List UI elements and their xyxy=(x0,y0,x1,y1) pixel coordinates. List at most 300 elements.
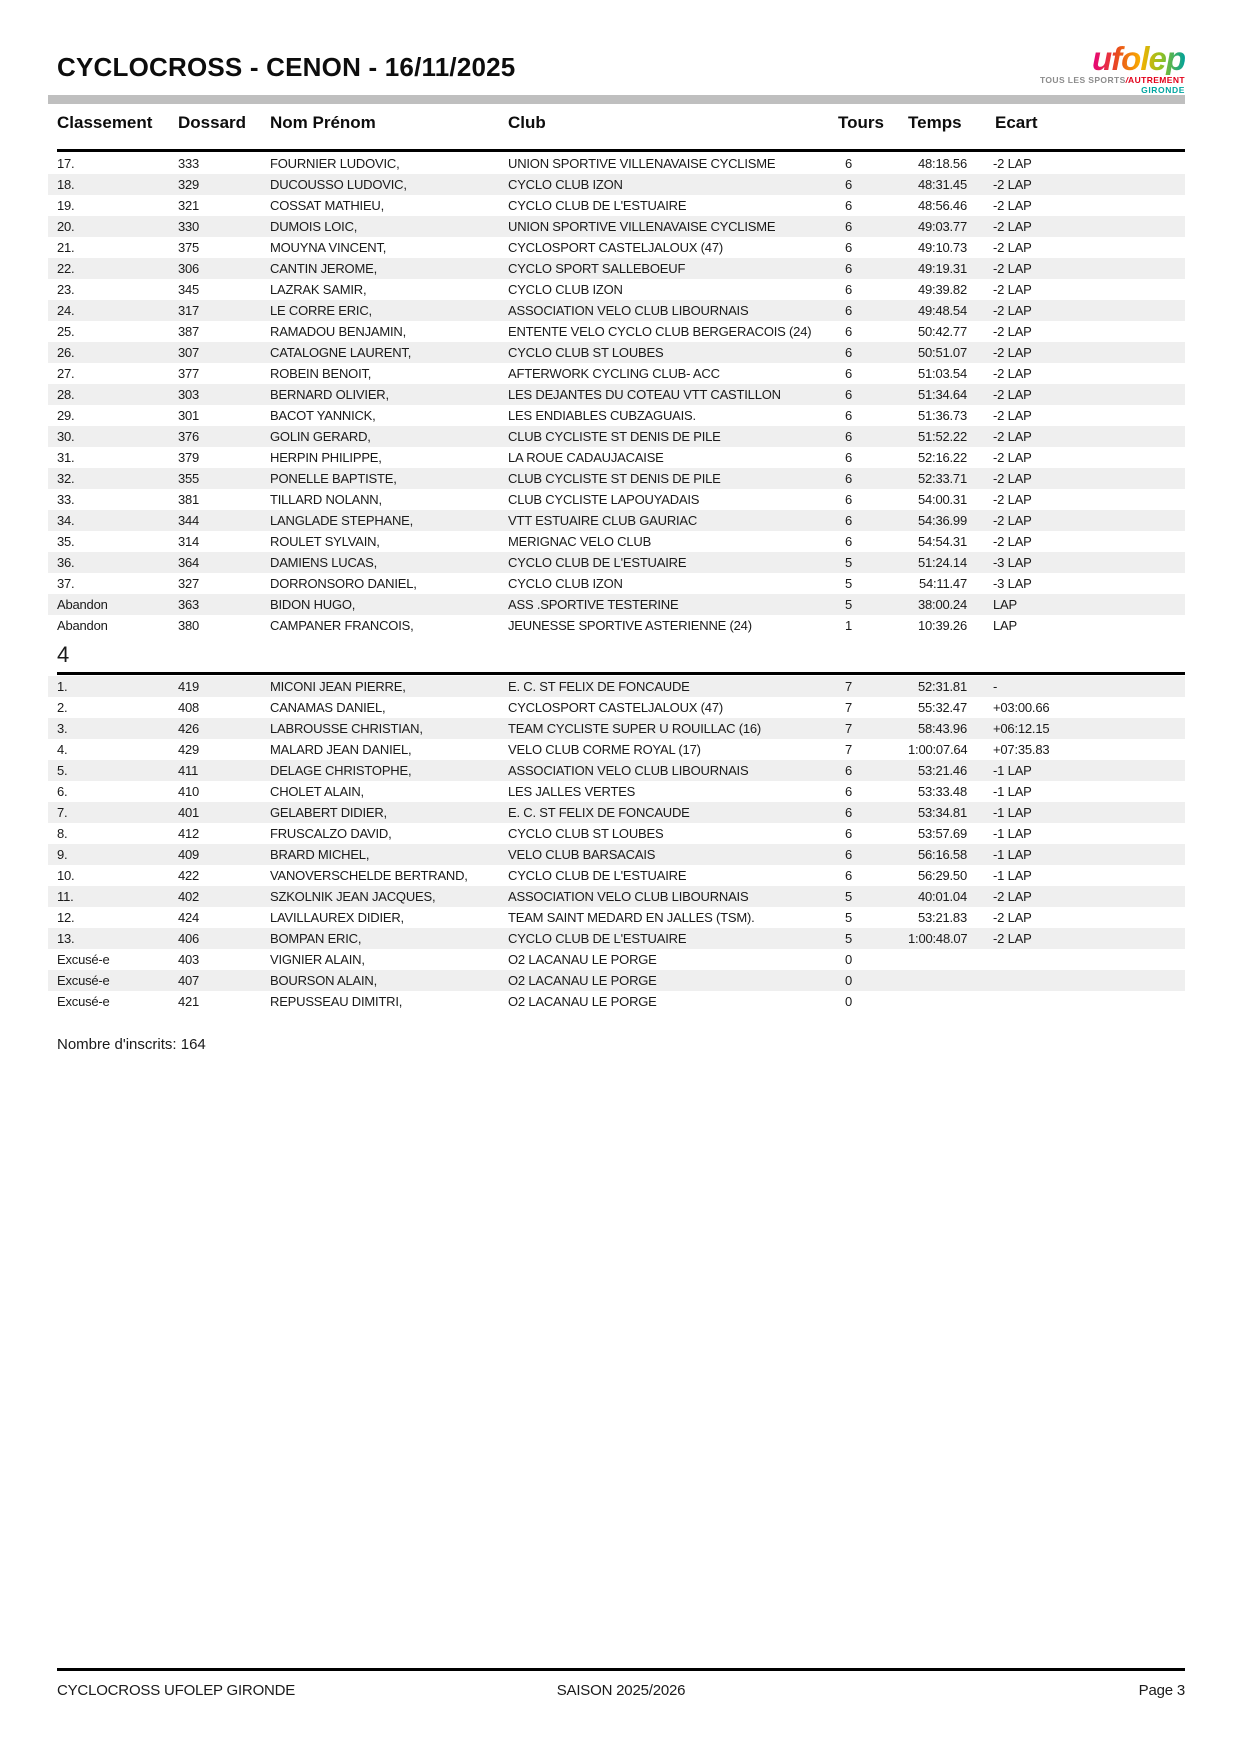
cell-classement: 24. xyxy=(57,303,75,318)
cell-ecart: -1 LAP xyxy=(993,763,1032,778)
cell-club: ASSOCIATION VELO CLUB LIBOURNAIS xyxy=(508,303,749,318)
col-header-tours: Tours xyxy=(838,113,884,132)
cell-nom-prenom: MOUYNA VINCENT, xyxy=(270,240,387,255)
cell-temps xyxy=(908,991,980,1012)
cell-temps: 53:21.83 xyxy=(917,910,967,925)
table-row xyxy=(48,615,1185,636)
cell-classement: 36. xyxy=(57,555,75,570)
table-row xyxy=(48,384,1185,405)
cell-classement: Abandon xyxy=(57,597,108,612)
cell-nom-prenom: HERPIN PHILIPPE, xyxy=(270,450,382,465)
cell-nom-prenom: BOMPAN ERIC, xyxy=(270,931,362,946)
cell-temps: 52:16.22 xyxy=(917,450,967,465)
cell-club: CYCLO CLUB ST LOUBES xyxy=(508,345,664,360)
cell-tours: 6 xyxy=(845,534,853,549)
cell-nom-prenom: LE CORRE ERIC, xyxy=(270,303,372,318)
cell-dossard: 376 xyxy=(178,429,200,444)
col-header-dossard: Dossard xyxy=(178,113,247,132)
cell-nom-prenom: REPUSSEAU DIMITRI, xyxy=(270,994,403,1009)
cell-club: MERIGNAC VELO CLUB xyxy=(508,534,652,549)
cell-club: E. C. ST FELIX DE FONCAUDE xyxy=(508,679,690,694)
cell-ecart: -2 LAP xyxy=(993,366,1032,381)
table-row xyxy=(48,195,1185,216)
logo-tagline-right: AUTREMENT xyxy=(1128,75,1185,85)
cell-temps: 52:31.81 xyxy=(917,679,967,694)
cell-temps: 1:00:07.64 xyxy=(908,742,968,757)
col-header-ecart: Ecart xyxy=(995,113,1038,132)
cell-nom-prenom: DUMOIS LOIC, xyxy=(270,219,358,234)
cell-club: ASS .SPORTIVE TESTERINE xyxy=(508,597,679,612)
cell-club: O2 LACANAU LE PORGE xyxy=(508,973,657,988)
footer-center: SAISON 2025/2026 xyxy=(556,1682,686,1699)
table-row xyxy=(48,928,1185,949)
cell-nom-prenom: BOURSON ALAIN, xyxy=(270,973,378,988)
cell-ecart: -1 LAP xyxy=(993,784,1032,799)
cell-ecart: -2 LAP xyxy=(993,408,1032,423)
cell-tours: 6 xyxy=(845,366,853,381)
cell-club: LA ROUE CADAUJACAISE xyxy=(508,450,664,465)
cell-nom-prenom: RAMADOU BENJAMIN, xyxy=(270,324,407,339)
cell-dossard: 330 xyxy=(178,219,200,234)
cell-nom-prenom: CHOLET ALAIN, xyxy=(270,784,364,799)
table-row xyxy=(48,489,1185,510)
cell-tours: 6 xyxy=(845,219,853,234)
cell-nom-prenom: DAMIENS LUCAS, xyxy=(270,555,378,570)
cell-classement: 12. xyxy=(57,910,75,925)
cell-nom-prenom: CAMPANER FRANCOIS, xyxy=(270,618,414,633)
cell-ecart: -1 LAP xyxy=(993,805,1032,820)
cell-classement: Excusé-e xyxy=(57,994,110,1009)
cell-temps: 56:16.58 xyxy=(917,847,967,862)
cell-classement: 18. xyxy=(57,177,75,192)
cell-dossard: 381 xyxy=(178,492,200,507)
cell-club: ASSOCIATION VELO CLUB LIBOURNAIS xyxy=(508,889,749,904)
cell-classement: 9. xyxy=(57,847,68,862)
table-row xyxy=(48,510,1185,531)
logo-tagline xyxy=(995,75,1185,85)
cell-dossard: 419 xyxy=(178,679,200,694)
table-row xyxy=(48,970,1185,991)
table-row xyxy=(48,279,1185,300)
cell-temps: 1:00:48.07 xyxy=(908,931,968,946)
cell-dossard: 333 xyxy=(178,156,200,171)
table-header-row xyxy=(57,113,1185,133)
cell-club: TEAM SAINT MEDARD EN JALLES (TSM). xyxy=(508,910,755,925)
cell-club: UNION SPORTIVE VILLENAVAISE CYCLISME xyxy=(508,219,776,234)
cell-nom-prenom: MALARD JEAN DANIEL, xyxy=(270,742,412,757)
cell-ecart xyxy=(980,991,1185,1012)
cell-ecart: -1 LAP xyxy=(993,847,1032,862)
cell-dossard: 321 xyxy=(178,198,200,213)
cell-tours: 6 xyxy=(845,261,853,276)
cell-tours: 7 xyxy=(845,742,853,757)
cell-classement: 33. xyxy=(57,492,75,507)
cell-temps: 52:33.71 xyxy=(917,471,967,486)
cell-nom-prenom: TILLARD NOLANN, xyxy=(270,492,382,507)
cell-temps: 53:33.48 xyxy=(917,784,967,799)
cell-temps: 51:36.73 xyxy=(917,408,967,423)
cell-dossard: 355 xyxy=(178,471,200,486)
cell-ecart: -2 LAP xyxy=(993,387,1032,402)
cell-nom-prenom: LANGLADE STEPHANE, xyxy=(270,513,414,528)
cell-ecart: LAP xyxy=(993,597,1017,612)
cell-classement: 21. xyxy=(57,240,75,255)
logo-slash-icon: / xyxy=(1125,75,1129,85)
cell-dossard: 344 xyxy=(178,513,200,528)
cell-tours: 7 xyxy=(845,721,853,736)
cell-nom-prenom: BRARD MICHEL, xyxy=(270,847,370,862)
cell-nom-prenom: CANAMAS DANIEL, xyxy=(270,700,386,715)
cell-club: TEAM CYCLISTE SUPER U ROUILLAC (16) xyxy=(508,721,762,736)
footer-left: CYCLOCROSS UFOLEP GIRONDE xyxy=(57,1682,296,1699)
cell-tours: 6 xyxy=(845,805,853,820)
cell-ecart: -2 LAP xyxy=(993,198,1032,213)
cell-classement: 1. xyxy=(57,679,68,694)
ufolep-logo xyxy=(995,42,1185,95)
cell-ecart: -2 LAP xyxy=(993,261,1032,276)
cell-dossard: 410 xyxy=(178,784,200,799)
cell-tours: 5 xyxy=(845,889,853,904)
cell-temps: 49:39.82 xyxy=(917,282,967,297)
table-row xyxy=(48,237,1185,258)
cell-dossard: 409 xyxy=(178,847,200,862)
cell-ecart: -2 LAP xyxy=(993,492,1032,507)
section-label: 4 xyxy=(57,642,70,667)
cell-club: CYCLOSPORT CASTELJALOUX (47) xyxy=(508,240,723,255)
cell-temps: 54:54.31 xyxy=(917,534,967,549)
cell-temps: 49:19.31 xyxy=(917,261,967,276)
cell-club: O2 LACANAU LE PORGE xyxy=(508,952,657,967)
cell-temps: 51:34.64 xyxy=(917,387,967,402)
cell-ecart: +06:12.15 xyxy=(993,721,1050,736)
cell-ecart: -2 LAP xyxy=(993,450,1032,465)
cell-nom-prenom: FRUSCALZO DAVID, xyxy=(270,826,392,841)
cell-dossard: 301 xyxy=(178,408,200,423)
cell-temps: 51:03.54 xyxy=(917,366,967,381)
table-row xyxy=(48,781,1185,802)
cell-dossard: 429 xyxy=(178,742,200,757)
table-row xyxy=(48,676,1185,697)
cell-temps: 10:39.26 xyxy=(917,618,967,633)
cell-classement: 35. xyxy=(57,534,75,549)
cell-temps: 51:24.14 xyxy=(917,555,967,570)
table-row xyxy=(48,760,1185,781)
cell-tours: 6 xyxy=(845,471,853,486)
cell-club: CYCLO CLUB ST LOUBES xyxy=(508,826,664,841)
cell-tours: 1 xyxy=(845,618,853,633)
cell-nom-prenom: VANOVERSCHELDE BERTRAND, xyxy=(270,868,468,883)
logo-tagline-left: TOUS LES SPORTS xyxy=(1039,75,1126,85)
cell-nom-prenom: DUCOUSSO LUDOVIC, xyxy=(270,177,407,192)
table-row xyxy=(48,174,1185,195)
table-row xyxy=(48,802,1185,823)
table-row xyxy=(48,949,1185,970)
cell-dossard: 411 xyxy=(178,763,199,778)
page-footer xyxy=(57,1682,1185,1699)
cell-nom-prenom: SZKOLNIK JEAN JACQUES, xyxy=(270,889,436,904)
cell-dossard: 412 xyxy=(178,826,200,841)
cell-nom-prenom: LAZRAK SAMIR, xyxy=(270,282,367,297)
cell-tours: 6 xyxy=(845,450,853,465)
table-row xyxy=(48,342,1185,363)
cell-club: CYCLO CLUB IZON xyxy=(508,576,623,591)
cell-classement: 4. xyxy=(57,742,68,757)
cell-nom-prenom: BIDON HUGO, xyxy=(270,597,356,612)
cell-nom-prenom: ROULET SYLVAIN, xyxy=(270,534,380,549)
cell-tours: 6 xyxy=(845,156,853,171)
table-row xyxy=(48,531,1185,552)
cell-club: LES DEJANTES DU COTEAU VTT CASTILLON xyxy=(508,387,781,402)
cell-ecart: -2 LAP xyxy=(993,177,1032,192)
cell-classement: 10. xyxy=(57,868,75,883)
cell-club: UNION SPORTIVE VILLENAVAISE CYCLISME xyxy=(508,156,776,171)
cell-temps: 53:57.69 xyxy=(917,826,967,841)
cell-classement: 26. xyxy=(57,345,75,360)
cell-ecart: +03:00.66 xyxy=(993,700,1050,715)
cell-nom-prenom: DORRONSORO DANIEL, xyxy=(270,576,417,591)
cell-temps: 54:00.31 xyxy=(917,492,967,507)
cell-club: CYCLO CLUB IZON xyxy=(508,177,623,192)
cell-temps: 48:56.46 xyxy=(917,198,967,213)
table-row xyxy=(48,258,1185,279)
cell-dossard: 303 xyxy=(178,387,200,402)
page-title: CYCLOCROSS - CENON - 16/11/2025 xyxy=(57,52,516,82)
cell-temps: 54:36.99 xyxy=(917,513,967,528)
cell-dossard: 306 xyxy=(178,261,200,276)
cell-nom-prenom: LAVILLAUREX DIDIER, xyxy=(270,910,404,925)
logo-region: GIRONDE xyxy=(1141,85,1185,95)
cell-tours: 6 xyxy=(845,282,853,297)
table-row xyxy=(48,907,1185,928)
cell-tours: 5 xyxy=(845,576,853,591)
cell-ecart: -3 LAP xyxy=(993,555,1032,570)
table-row xyxy=(48,153,1185,174)
cell-classement: 5. xyxy=(57,763,68,778)
table-row xyxy=(48,886,1185,907)
cell-nom-prenom: CANTIN JEROME, xyxy=(270,261,377,276)
cell-ecart: -2 LAP xyxy=(993,324,1032,339)
cell-classement: 34. xyxy=(57,513,75,528)
cell-classement: 13. xyxy=(57,931,75,946)
cell-dossard: 364 xyxy=(178,555,200,570)
cell-classement: 19. xyxy=(57,198,75,213)
table-row xyxy=(48,216,1185,237)
cell-ecart: +07:35.83 xyxy=(993,742,1050,757)
cell-tours: 7 xyxy=(845,700,853,715)
cell-tours: 6 xyxy=(845,847,853,862)
cell-tours: 6 xyxy=(845,303,853,318)
cell-classement: 30. xyxy=(57,429,75,444)
cell-nom-prenom: PONELLE BAPTISTE, xyxy=(270,471,397,486)
cell-temps: 50:42.77 xyxy=(917,324,967,339)
col-header-club: Club xyxy=(508,113,546,132)
cell-club: JEUNESSE SPORTIVE ASTERIENNE (24) xyxy=(508,618,752,633)
cell-nom-prenom: ROBEIN BENOIT, xyxy=(270,366,372,381)
cell-tours: 6 xyxy=(845,387,853,402)
cell-tours: 6 xyxy=(845,240,853,255)
cell-classement: 23. xyxy=(57,282,75,297)
cell-dossard: 327 xyxy=(178,576,200,591)
cell-tours: 6 xyxy=(845,408,853,423)
cell-ecart: -2 LAP xyxy=(993,910,1032,925)
cell-temps xyxy=(908,949,980,970)
cell-tours: 6 xyxy=(845,784,853,799)
cell-temps: 49:48.54 xyxy=(917,303,967,318)
cell-club: VELO CLUB CORME ROYAL (17) xyxy=(508,742,701,757)
cell-dossard: 329 xyxy=(178,177,200,192)
cell-club: CYCLO CLUB IZON xyxy=(508,282,623,297)
cell-nom-prenom: GOLIN GERARD, xyxy=(270,429,371,444)
cell-tours: 0 xyxy=(845,952,853,967)
cell-temps: 54:11.47 xyxy=(918,576,967,591)
cell-ecart: -2 LAP xyxy=(993,471,1032,486)
cell-temps: 48:18.56 xyxy=(917,156,967,171)
cell-nom-prenom: LABROUSSE CHRISTIAN, xyxy=(270,721,423,736)
cell-ecart: - xyxy=(993,679,998,694)
cell-classement: 20. xyxy=(57,219,75,234)
table-header-underline xyxy=(57,149,1185,152)
cell-dossard: 406 xyxy=(178,931,200,946)
cell-temps: 56:29.50 xyxy=(917,868,967,883)
cell-classement: 22. xyxy=(57,261,75,276)
results-table-body xyxy=(48,153,1185,1012)
cell-tours: 6 xyxy=(845,198,853,213)
cell-ecart: -2 LAP xyxy=(993,931,1032,946)
cell-ecart: -2 LAP xyxy=(993,345,1032,360)
cell-tours: 0 xyxy=(845,973,853,988)
cell-temps: 40:01.04 xyxy=(917,889,967,904)
cell-dossard: 307 xyxy=(178,345,200,360)
table-row xyxy=(48,300,1185,321)
cell-classement: 28. xyxy=(57,387,75,402)
cell-club: CYCLO CLUB DE L'ESTUAIRE xyxy=(508,198,687,213)
cell-ecart: -2 LAP xyxy=(993,889,1032,904)
table-row xyxy=(48,552,1185,573)
col-header-temps: Temps xyxy=(908,113,962,132)
cell-club: CLUB CYCLISTE ST DENIS DE PILE xyxy=(508,429,721,444)
cell-dossard: 407 xyxy=(178,973,200,988)
cell-dossard: 314 xyxy=(178,534,200,549)
table-row xyxy=(48,697,1185,718)
cell-dossard: 379 xyxy=(178,450,200,465)
table-row xyxy=(48,823,1185,844)
cell-nom-prenom: COSSAT MATHIEU, xyxy=(270,198,385,213)
cell-nom-prenom: MICONI JEAN PIERRE, xyxy=(270,679,406,694)
cell-tours: 6 xyxy=(845,177,853,192)
table-row xyxy=(48,363,1185,384)
table-row xyxy=(48,426,1185,447)
cell-tours: 5 xyxy=(845,910,853,925)
cell-club: AFTERWORK CYCLING CLUB- ACC xyxy=(508,366,720,381)
cell-temps: 51:52.22 xyxy=(917,429,967,444)
cell-temps: 49:03.77 xyxy=(917,219,967,234)
cell-ecart: -2 LAP xyxy=(993,429,1032,444)
cell-temps: 50:51.07 xyxy=(917,345,967,360)
cell-ecart: -1 LAP xyxy=(993,868,1032,883)
cell-classement: 32. xyxy=(57,471,75,486)
cell-nom-prenom: BERNARD OLIVIER, xyxy=(270,387,389,402)
cell-classement: 17. xyxy=(57,156,75,171)
cell-classement: 2. xyxy=(57,700,68,715)
cell-dossard: 375 xyxy=(178,240,200,255)
cell-club: CYCLO SPORT SALLEBOEUF xyxy=(508,261,686,276)
cell-tours: 0 xyxy=(845,994,853,1009)
cell-tours: 6 xyxy=(845,826,853,841)
table-row xyxy=(48,844,1185,865)
cell-classement: 7. xyxy=(57,805,68,820)
cell-ecart: -3 LAP xyxy=(993,576,1032,591)
cell-temps: 48:31.45 xyxy=(917,177,967,192)
footer-divider xyxy=(57,1668,1185,1671)
cell-dossard: 424 xyxy=(178,910,200,925)
table-row xyxy=(48,991,1185,1012)
col-header-classement: Classement xyxy=(57,113,153,132)
cell-classement: 25. xyxy=(57,324,75,339)
cell-classement: 3. xyxy=(57,721,68,736)
table-row xyxy=(48,573,1185,594)
cell-temps: 49:10.73 xyxy=(917,240,967,255)
cell-ecart: -2 LAP xyxy=(993,534,1032,549)
cell-club: ASSOCIATION VELO CLUB LIBOURNAIS xyxy=(508,763,749,778)
cell-temps: 53:34.81 xyxy=(917,805,967,820)
table-row xyxy=(48,468,1185,489)
cell-dossard: 408 xyxy=(178,700,200,715)
cell-nom-prenom: DELAGE CHRISTOPHE, xyxy=(270,763,412,778)
cell-dossard: 402 xyxy=(178,889,200,904)
cell-dossard: 317 xyxy=(178,303,200,318)
cell-classement: 31. xyxy=(57,450,75,465)
cell-tours: 6 xyxy=(845,324,853,339)
table-row xyxy=(48,718,1185,739)
cell-tours: 5 xyxy=(845,555,853,570)
cell-ecart: -2 LAP xyxy=(993,156,1032,171)
table-row xyxy=(48,321,1185,342)
cell-tours: 6 xyxy=(845,345,853,360)
cell-dossard: 422 xyxy=(178,868,200,883)
cell-club: E. C. ST FELIX DE FONCAUDE xyxy=(508,805,690,820)
cell-classement: 8. xyxy=(57,826,68,841)
cell-classement: 11. xyxy=(57,889,74,904)
cell-dossard: 387 xyxy=(178,324,200,339)
cell-club: CYCLO CLUB DE L'ESTUAIRE xyxy=(508,931,687,946)
cell-ecart: LAP xyxy=(993,618,1017,633)
cell-dossard: 403 xyxy=(178,952,200,967)
cell-ecart xyxy=(980,949,1185,970)
cell-classement: 6. xyxy=(57,784,68,799)
cell-nom-prenom: BACOT YANNICK, xyxy=(270,408,376,423)
cell-classement: Abandon xyxy=(57,618,108,633)
cell-club: CLUB CYCLISTE ST DENIS DE PILE xyxy=(508,471,721,486)
cell-club: CYCLO CLUB DE L'ESTUAIRE xyxy=(508,868,687,883)
cell-club: LES JALLES VERTES xyxy=(508,784,636,799)
cell-ecart: -2 LAP xyxy=(993,219,1032,234)
cell-club: CYCLO CLUB DE L'ESTUAIRE xyxy=(508,555,687,570)
cell-club: CYCLOSPORT CASTELJALOUX (47) xyxy=(508,700,723,715)
cell-tours: 6 xyxy=(845,763,853,778)
cell-nom-prenom: FOURNIER LUDOVIC, xyxy=(270,156,400,171)
cell-tours: 6 xyxy=(845,429,853,444)
registered-count: Nombre d'inscrits: 164 xyxy=(57,1036,206,1053)
cell-tours: 5 xyxy=(845,597,853,612)
cell-dossard: 363 xyxy=(178,597,200,612)
cell-club: VTT ESTUAIRE CLUB GAURIAC xyxy=(508,513,698,528)
cell-ecart xyxy=(980,970,1185,991)
cell-tours: 6 xyxy=(845,868,853,883)
cell-ecart: -2 LAP xyxy=(993,513,1032,528)
cell-club: ENTENTE VELO CYCLO CLUB BERGERACOIS (24) xyxy=(508,324,812,339)
cell-nom-prenom: GELABERT DIDIER, xyxy=(270,805,387,820)
cell-tours: 5 xyxy=(845,931,853,946)
